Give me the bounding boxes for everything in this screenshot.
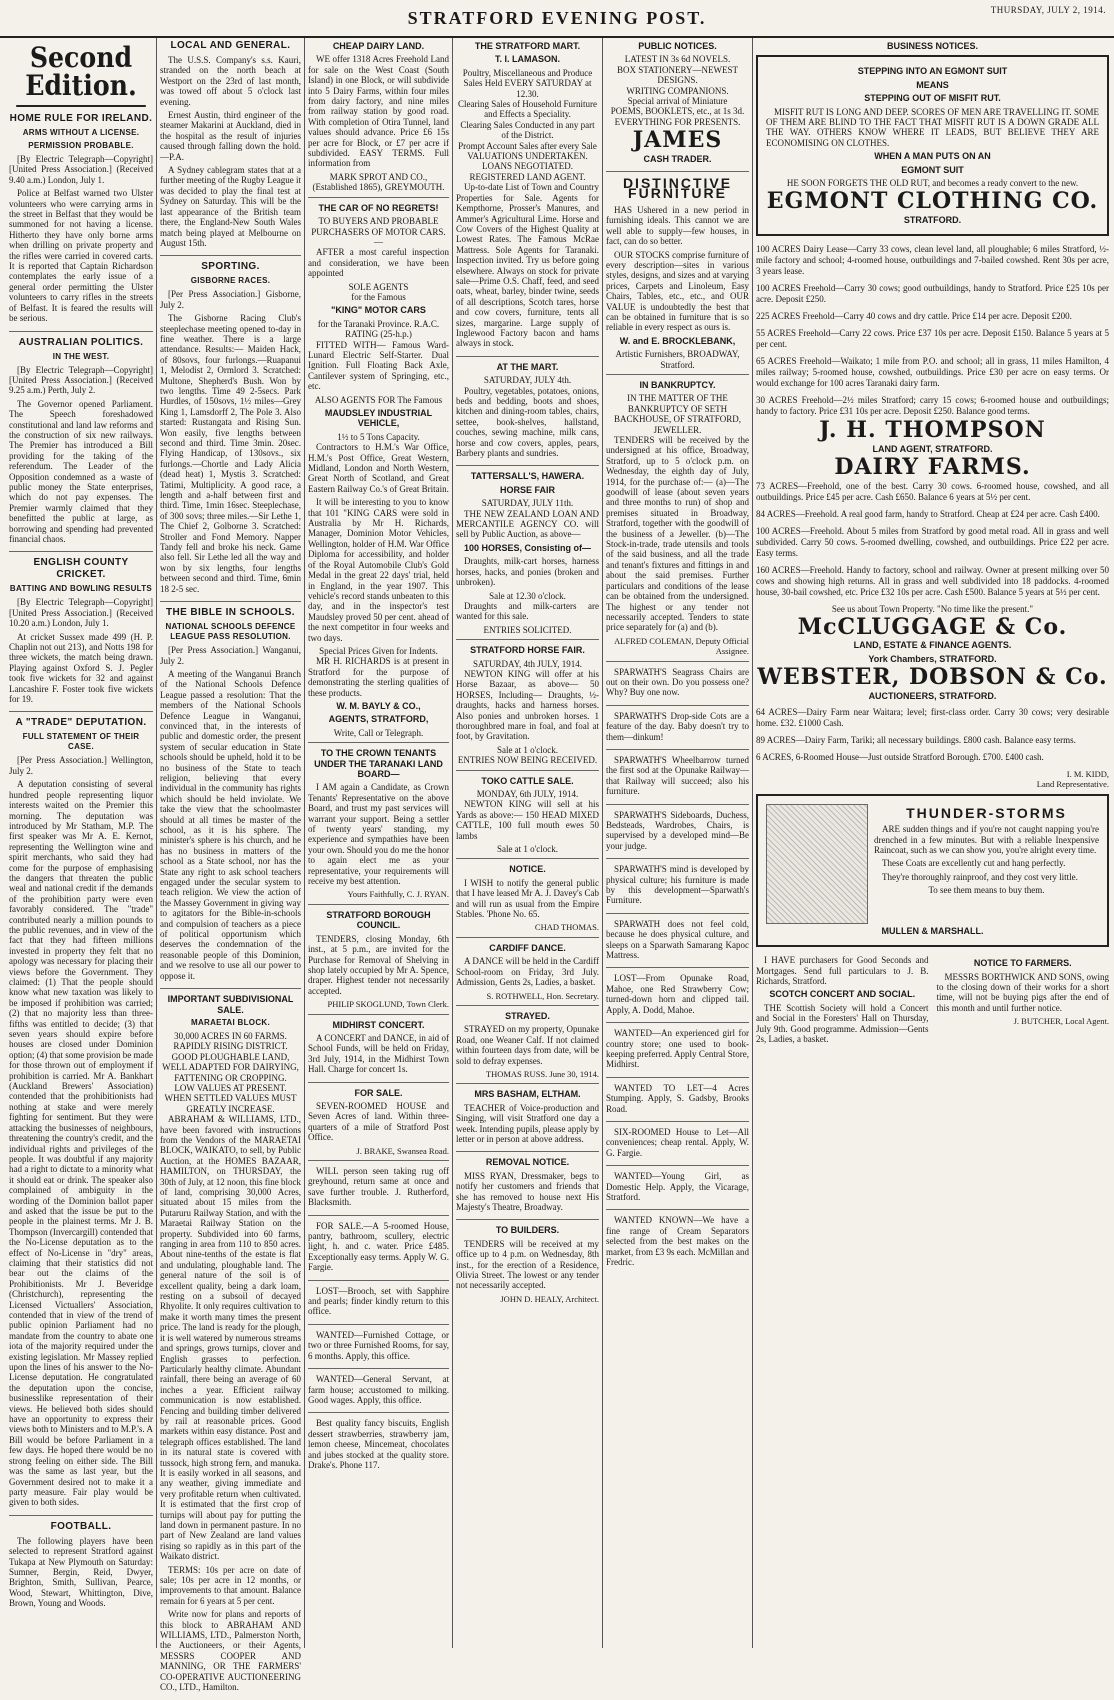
notice-borough-council	[308, 910, 449, 1015]
ad-body: Up-to-date List of Town and Country Properties for Sale. Agents for Kempthorne, Prosser's Manures, and Ammer's Agricultural Lime. Horse and Cow Covers of the Highest Quality at Lowest Rates. The Famous McRae Mattress. Sole Agents for Taranaki. Inspection invited. Try us before going elsewhere. Always on stock for private sale—Prime O.S. Chaff, feed, and seed oats, wheat, barley, binder twine, seeds of all descriptions, Scotch tares, horse and cow covers, furniture, tents all sizes, margarine. Large supply of Inglewood Factory bacon and hams always in stock.	[456, 182, 599, 349]
ad-line: HE SOON FORGETS THE OLD RUT, and becomes a ready convert to the new.	[786, 178, 1079, 189]
ad-body: WANTED—Young Girl, as Domestic Help. Apply, the Vicarage, Stratford.	[606, 1171, 749, 1202]
ad-subtitle: CASH TRADER.	[643, 153, 712, 164]
ad-date: SATURDAY, 4th JULY, 1914.	[473, 658, 582, 669]
ad-address: York Chambers, STRATFORD.	[868, 653, 997, 664]
ad-body: FOR SALE.—A 5-roomed House, pantry, bathroom, scullery, electric light, h. and c. water. Price £485. Exceptionally easy terms. Apply W. G. Fargie.	[308, 1220, 449, 1273]
issue-date: THURSDAY, JULY 2, 1914.	[990, 5, 1106, 15]
small-ad	[606, 864, 749, 914]
ad-body: SIX-ROOMED House to Let—All conveniences; cheap rental. Apply, W. G. Fargie.	[606, 1126, 749, 1158]
ad-title: TO THE CROWN TENANTS UNDER THE TARANAKI LAND BOARD—	[314, 748, 443, 779]
dateline: [Per Press Association.] Wanganui, July 2.	[160, 645, 301, 666]
column-2	[156, 38, 304, 1693]
ad-body: A CONCERT and DANCE, in aid of School Funds, will be held on Friday, 3rd July, 1914, in the Midhirst Town Hall. Charge for concert 1s.	[308, 1032, 449, 1075]
ad-body: HAS Ushered in a new period in furnishing ideals. This cannot we are well able to supply—few houses, in fact, can do so better.	[606, 204, 749, 247]
ad-body: WE offer 1318 Acres Freehold Land for sale on the West Coast (South Island) in one Block, or will subdivide into 5 Dairy Farms, within four miles from dairy factory, and nine miles from railway station by good road. With completion of Otira Tunnel, land values should advance. Price £6 15s per acre for Block, or £7 per acre if subdivided. EASY TERMS. Full information from	[308, 54, 449, 169]
ad-body: FITTED WITH— Famous Ward-Lunard Electric Self-Starter. Dual Ignition. Full Floating Back Axle, Cantilever system of Springing, etc., etc.	[308, 339, 449, 392]
ad-title: MIDHIRST CONCERT.	[332, 1019, 425, 1030]
article-australian-politics	[9, 337, 153, 553]
ad-signature: Land Representative.	[1036, 779, 1109, 790]
ad-body: TENDERS will be received by the undersigned at his office, Broadway, Stratford, up to 5 o'clock p.m. on Wednesday, the eighth day of July, 1914, for the purchase of:— (a)—The goodwill of lease (about seven years and three months to run) of shop and premises situated in Broadway, Stratford, together with the goodwill of the business of a Jeweller. (b)—The Stock-in-trade, trade utensils and tools of the said business, and all the trade and tenant's fixtures and fittings in and about the said premises. Further particulars and conditions of the lease can be obtained from the undersigned. The highest or any tender not necessarily accepted. Tenders to state price separately for (a) and (b).	[606, 435, 749, 633]
listing: 89 ACRES—Dairy Farm, Tariki; all necessary buildings. £800 cash. Balance easy terms.	[756, 734, 1076, 745]
listing: 65 ACRES Freehold—Waikato; 1 mile from P.O. and school; all in grass, 11 miles Hamilton, 4 miles railway; 5-roomed house, cowshed, outbuildings. Price £30 per acre on easy terms. Or would exchange for 100 acres Taranaki dairy farm.	[756, 356, 1109, 389]
small-ad	[308, 1221, 449, 1281]
ad-firm: J. H. THOMPSON	[819, 417, 1046, 444]
masthead	[0, 0, 1114, 38]
ad-title: THE STRATFORD MART.	[474, 41, 581, 51]
ad-body: I WISH to notify the general public that I have leased Mr A. J. Davey's Cab and will run as usual from the Empire Stables. 'Phone No. 65.	[456, 877, 599, 920]
ad-tattersalls	[456, 471, 599, 640]
ad-body: TEACHER of Voice-production and Singing, will visit Stratford one day a week. Intending pupils, please apply by letter or in person at above address.	[456, 1102, 599, 1144]
small-ad	[606, 1028, 749, 1078]
article-body: At cricket Sussex made 499 (H. P. Chaplin not out 213), and Notts 198 for three wickets, the match being drawn. Playing against Oxford S. J. Pegler took five wickets for 32 and against Lancashire F. Foster took five wickets for 19.	[9, 631, 153, 705]
notice-strayed	[456, 1011, 599, 1084]
ad-line: WRITING COMPANIONS.	[626, 85, 729, 96]
headline: LOCAL AND GENERAL.	[170, 40, 291, 51]
column-3	[304, 38, 452, 1648]
subheadline: IN THE WEST.	[52, 351, 110, 361]
ad-line: Poultry, Miscellaneous and Produce Sales Held EVERY SATURDAY at 12.30.	[462, 67, 593, 99]
ad-body: WANTED KNOWN—We have a fine range of Cream Separators selected from the best makes on the market, from £3 9s each. McMillan and Fredric.	[606, 1215, 749, 1267]
ad-body: WANTED—Furnished Cottage, or two or three Furnished Rooms, for say, 6 months. Apply, this office.	[308, 1329, 449, 1361]
ad-body: THE Scottish Society will hold a Concert and Social in the Foresters' Hall on Thursday, July 9th. Good programme. Admission—Gents 2s, Ladies, a basket.	[756, 1002, 929, 1044]
notice-for-sale	[308, 1088, 449, 1161]
ad-body: Draughts and milk-carters are wanted for this sale.	[456, 600, 599, 622]
ad-date: SATURDAY, JULY 4th.	[483, 375, 572, 386]
listing: 225 ACRES Freehold—Carry 40 cows and dry cattle. Price £14 per acre. Deposit £200.	[756, 311, 1072, 322]
headline: A "TRADE" DEPUTATION.	[15, 717, 147, 729]
ad-body: WILL person seen taking rug off greyhound, return same at once and save further trouble. J. Rutherford, Blacksmith.	[308, 1166, 449, 1208]
listing: 64 ACRES—Dairy Farm near Waitara; level; first-class order. Carry 30 cows; very desirable home. £32. £1000 Cash.	[756, 706, 1109, 728]
ad-signature: Yours Faithfully, C. J. RYAN.	[347, 889, 449, 900]
ad-line: Prompt Account Sales after every Sale	[458, 140, 597, 151]
ad-line: Clearing Sales of Household Furniture and Effects a Speciality.	[458, 99, 597, 120]
notice-crown-tenants	[308, 748, 449, 905]
ad-line: Sale at 12.30 o'clock.	[489, 590, 566, 601]
ad-public-notices	[606, 41, 749, 172]
ad-line: WHEN SETTLED VALUES MUST GREATLY INCREASE.	[164, 1093, 297, 1114]
headline: AUSTRALIAN POLITICS.	[18, 336, 144, 348]
notice-builders	[456, 1225, 599, 1308]
ad-body: Contractors to H.M.'s War Office, H.M.'s Post Office, Great Western, Midland, London and North Western, Great North of Scotland, and Great Eastern Railway Co.'s of Great Britain.	[308, 442, 449, 494]
ad-line: Special Prices Given for Indents.	[319, 645, 438, 656]
ad-signature: I. M. KIDD,	[1066, 768, 1109, 779]
ad-title: SCOTCH CONCERT AND SOCIAL.	[769, 989, 916, 1000]
article-body: A deputation consisting of several hundred people representing liquor interests waited on the Premier this morning. The deputation was introduced by Mr Statham, M.P. The first speaker was Mr A. E. Kernot, representing the Wellington wine and spirit merchants, who said they had come for the purpose of emphasising the dangers that threaten the public weal and national credit if the demands of the prohibition party were even favorably considered. The "trade" contributed nearly a million pounds to the public revenues, and in view of the fact that they had fifteen millions invested in property they felt that no apology was necessary for placing their views before the Government. They claimed: (1) That the people should know what new taxation was likely to be imposed if prohibition was carried; (2) that no majority less than three-fifths was entitled to decide; (3) that seven years should expire before houses are closed under Dominion option; (4) that some provision be made for those thrown out of employment if prohibition is carried. Mr A. Bankhart (Auckland Brewers' Association) contended that the prohibitionists had nothing at stake and were merely fighting for sentiment. But they were attacking the businesses of neighbours, threatening the country's credit, and the individual rights and privileges of the people. It was doubtful if any majority had a right to dictate to a minority what it should eat or drink. The speaker also complained of ambiguity in the wording of the Dominion ballot paper and asked that the issue be put to the people in the plainest terms. Mr J. B. Thompson (Invercargill) contended that the No-License deputation as to the effect of No-License in "dry" areas, claiming that their statistics did not bear out the claims of the Prohibitionists. Mr J. Beveridge (Christchurch), representing the Licensed Victuallers' Association, contended that in view of the trend of public opinion Parliament had no mandate from the country to abate one iota of the majority required under the existing legislation. Mr Massey replied upon the lines of his answer to the No-License deputation. He congratulated the deputation upon the concise, businesslike representation of their views. He believed both sides should have an opportunity to express their views both to Ministers and to M.P.'s. A Bill would be before Parliament in a few days. He hoped there would be no strong feeling on either side. The Bill was the same as last year, but the Government desired not to make it a party measure. Fair play would be given to both sides.	[9, 779, 153, 1508]
article-cricket	[9, 557, 153, 712]
ad-body: TENDERS will be received at my office up to 4 p.m. on Wednesday, 8th inst., for the erection of a Residence, Olivia Street. The lowest or any tender not necessarily accepted.	[456, 1238, 599, 1291]
ad-line: TO BUYERS AND PROBABLE PURCHASERS OF MOTOR CARS.—	[311, 216, 446, 247]
ad-line: RAPIDLY RISING DISTRICT.	[173, 1041, 288, 1052]
small-ad	[606, 1171, 749, 1210]
newspaper-title: STRATFORD EVENING POST.	[407, 8, 707, 28]
ad-body: TENDERS, closing Monday, 6th inst., at 5 p.m., are invited for the Purchase for Removal of Shelving in shop lately occupied by Mr A. Spence, draper. Highest tender not necessarily accepted.	[308, 933, 449, 996]
ad-cheap-dairy-land	[308, 41, 449, 198]
headline: THE BIBLE IN SCHOOLS.	[166, 607, 295, 619]
small-ad	[308, 1374, 449, 1413]
ad-town: STRATFORD.	[903, 214, 962, 225]
dateline: [By Electric Telegraph—Copyright] [United Press Association.] (Received 10.20 a.m.) London, July 1.	[9, 597, 153, 629]
ad-title: NOTICE.	[509, 864, 546, 875]
listing: 100 ACRES Dairy Lease—Carry 33 cows, clean level land, all ploughable; 6 miles Stratford, ½-mile factory and school; 4-roomed house, outbuildings and 7-bailed cowshed. Rent 30s per acre, 3 years lease.	[756, 244, 1109, 277]
ad-signature: CHAD THOMAS.	[534, 922, 599, 933]
ad-firm: W. M. BAYLY & CO.,	[336, 700, 421, 711]
paragraph: A Sydney cablegram states that at a further meeting of the Rugby League it was decided to play the final test at Sydney on Saturday. This will be the last appearance of the British team there, the England-New South Wales match being played at Melbourne on August 15th.	[160, 165, 301, 248]
ad-title: REMOVAL NOTICE.	[485, 1157, 570, 1168]
ad-title: TOKO CATTLE SALE.	[481, 775, 574, 786]
dateline: [Per Press Association.] Wellington, July 2.	[9, 755, 153, 776]
ad-title: NOTICE TO FARMERS.	[973, 958, 1072, 969]
ad-line: Write, Call or Telegraph.	[333, 727, 424, 738]
dateline: [Per Press Association.] Gisborne, July 2.	[160, 289, 301, 310]
ad-line: EVERYTHING FOR PRESENTS.	[614, 116, 741, 127]
ad-signature: JOHN D. HEALY, Architect.	[500, 1293, 599, 1304]
ad-body: WANTED—An experienced girl for country store; one used to book-keeping preferred. Apply Central Store, Midhirst.	[606, 1028, 749, 1070]
ad-line: Special arrival of Miniature	[627, 96, 728, 107]
ad-title: FOR SALE.	[354, 1087, 403, 1098]
ad-footer: Write now for plans and reports of this block to ABRAHAM AND WILLIAMS, LTD., Palmerston North, the Auctioneers, or their Agents, MESSRS COOPER AND MANNING, OR THE FARMERS' CO-OPERATIVE AUCTIONEERING CO., LTD., Hamilton.	[160, 1609, 301, 1693]
ad-line: Sale at 1 o'clock.	[496, 744, 559, 755]
ad-signature: J. BUTCHER, Local Agent.	[1013, 1016, 1109, 1027]
ad-body: LOST—Brooch, set with Sapphire and pearls; finder kindly return to this office.	[308, 1285, 449, 1317]
ad-line: MEANS	[916, 79, 949, 90]
bottom-notices	[756, 955, 1109, 1047]
ad-body: THE NEW ZEALAND LOAN AND MERCANTILE AGENCY CO. will sell by Public Auction, as above—	[456, 508, 599, 540]
notice-removal	[456, 1157, 599, 1220]
ad-line: for the Taranaki Province. R.A.C. RATING (25-h.p.)	[317, 318, 440, 340]
ad-product: "KING" MOTOR CARS	[331, 305, 426, 316]
ad-subtitle: HORSE FAIR	[499, 484, 555, 495]
notice-group-right	[937, 955, 1110, 1047]
ad-subtitle	[756, 691, 1109, 701]
ad-line: 30,000 ACRES IN 60 FARMS.	[174, 1030, 287, 1041]
article-body: The following players have been selected to represent Stratford against Tukapa at New Plymouth on Saturday: Sumner, Bergin, Reid, Dwyer, Brighton, Smith, Sullivan, Pearce, Wood, Stewart, Whittington, Dive, Brown, Young and Woods.	[9, 1535, 153, 1609]
ad-line: ENTRIES SOLICITED.	[483, 624, 572, 635]
article-body: The Governor opened Parliament. The Speech foreshadowed constitutional and land law reforms and the construction of six new railways. The Premier has introduced a Bill providing for the taking of the referendum. The Leader of the Opposition condemned as a waste of public money the State enterprises, which do not pay expenses. The Premier warmly claimed that they benefitted the public at large, as borrowing and spending had prevented financial chaos.	[9, 398, 153, 544]
ad-subtitle: IN THE MATTER OF THE BANKRUPTCY OF SETH BACKHOUSE, OF STRATFORD, JEWELLER.	[613, 393, 742, 435]
small-ad	[606, 919, 749, 969]
ad-signature: S. ROTHWELL, Hon. Secretary.	[486, 990, 599, 1001]
ad-body: OUR STOCKS comprise furniture of every description—sites in various styles, designs, and sizes and at varying prices, Carpets and Linoleum, Easy Chairs, Tables, etc., etc., and OUR VALUE is undoubtedly the best that can be obtained in furniture that is so reliable in every respect as ours is.	[606, 249, 749, 333]
small-ad	[308, 1418, 449, 1477]
ad-line: LATEST IN 3s 6d NOVELS.	[624, 54, 731, 65]
small-ad	[606, 711, 749, 750]
ad-line: ENTRIES NOW BEING RECEIVED.	[457, 755, 598, 766]
ad-title: TO BUILDERS.	[495, 1225, 560, 1236]
small-ad	[308, 1286, 449, 1325]
ad-body: I HAVE purchasers for Good Seconds and Mortgages. Send full particulars to J. B. Richards, Stratford.	[756, 955, 929, 986]
ad-line: Sale at 1 o'clock.	[496, 844, 559, 855]
column-6	[752, 38, 1112, 1648]
ad-signature: J. BRAKE, Swansea Road.	[356, 1145, 449, 1156]
ad-body: It will be interesting to you to know that 101 "KING CARS were sold in Australia by Mr H. Richards, Manager, Dominion Motor Vehicles, Wellington, holder of H.M. War Office Diploma for accessibility, and holder of the Royal Automobile Club's Gold Medal in the great 22 days' trial, held in England, in the year 1907. This vehicle's record stands unbeaten to this day, and in the inspector's test Maudsley proved 50 per cent. ahead of the next competitor in four weeks and two days.	[308, 497, 449, 643]
edition-banner: Second Edition.	[16, 38, 146, 107]
ad-title: STRATFORD HORSE FAIR.	[470, 645, 585, 656]
ad-title: THUNDER-STORMS	[906, 804, 1067, 821]
section-title: BUSINESS NOTICES.	[886, 41, 978, 51]
ad-line: To see them means to buy them.	[928, 885, 1045, 896]
ad-line: WHEN A MAN PUTS ON AN	[874, 151, 991, 162]
ad-body: Poultry, vegetables, potatoes, onions, beds and bedding, boots and shoes, kitchen and dining-room tables, chairs, settee, book-shelves, hallstand, couches, sewing machine, milk cans, horse and cow covers, apples, pears, Barbery plants and sundries.	[456, 385, 599, 459]
notice-group-left	[756, 955, 929, 1047]
ad-line: EGMONT SUIT	[901, 164, 964, 175]
listing: 84 ACRES—Freehold. A real good farm, handy to Stratford. Cheap at £24 per acre. Cash £400.	[756, 508, 1100, 519]
subheadline: FULL STATEMENT OF THEIR CASE.	[22, 732, 140, 752]
ad-body: STRAYED on my property, Opunake Road, one Weaner Calf. If not claimed within fourteen days from date, will be sold to defray expenses.	[456, 1024, 599, 1066]
ad-egmont-clothing	[756, 55, 1109, 236]
article-body: The Gisborne Racing Club's steeplechase meeting opened to-day in fine weather. There is a large attendance. Results:— Maiden Hack, of 80sovs, four furlongs.—Ruapanui 1, Melodist 2, Ormlord 3. Scratched: Multone, Shepherd's Bush. Won by two lengths. Time 49 2-5secs. Park Hurdles, of 150sovs, 1½ miles—Grey King 1, Lamsdorff 2, The Pole 3. Also started: Rustangata and Rising Sun. Won easily, five lengths between second and third. Time 3min. 20sec. Flying Handicap, of 130sovs., six furlongs.—Chortle and Lady Alicia (dead heat) 1, Mystis 3. Scratched: Tatimi, Multiplicity. A good race, a length and a-half between first and third. Time, 1min 16sec. Steeplechase, of 300 sovs; three miles.—Sir Lethe 1, The Chief 2, Golborne 3. Scratched: Stroller and Fond Memory. Napper Tandy fell and broke his neck. Game also fell. Sir Lethe led all the way and won by six lengths, four lengths between second and third. Time, 6min 18 2-5 sec.	[160, 313, 301, 594]
ad-firm: JAMES	[632, 127, 723, 154]
ad-signature: MARK SPROT AND CO., (Established 1865), GREYMOUTH.	[312, 171, 445, 193]
ad-sub-right: STRATFORD.	[939, 690, 997, 701]
ad-thunderstorms	[756, 794, 1109, 947]
ad-body: MESSRS BORTHWICK AND SONS, owing to the closing down of their works for a short time, will not be buying pigs after the end of this month and until further notice.	[936, 971, 1109, 1013]
ad-body: They're thoroughly rainproof, and they cost very little.	[882, 871, 1078, 882]
notice-midhirst-concert	[308, 1020, 449, 1083]
small-ad	[606, 1083, 749, 1122]
ad-body: MISFIT RUT IS LONG AND DEEP. SCORES OF MEN ARE TRAVELLING IT. SOME OF THEM ARE BLIND TO THE FACT THAT MISFIT RUT IS A DOWN GRADE ALL THE WAY. OTHERS KNOW WHERE IT LEADS, BUT BELIEVE THEY ARE ECONOMISING ON CLOTHES.	[766, 106, 1099, 148]
ad-line: 100 HORSES, Consisting of—	[463, 542, 592, 553]
ad-title: CHEAP DAIRY LAND.	[332, 41, 425, 51]
ad-body: NEWTON KING will offer at his Horse Bazaar, as above— 50 HORSES, Including— Draughts, ½-draughts, hacks and harness horses. Also ponies and unbroken horses. 1 thoroughbred mare in foal, and foal at foot, by Gravitation.	[456, 668, 599, 742]
article-home-rule	[9, 113, 153, 332]
ad-body: NEWTON KING will sell at his Yards as above:— 150 HEAD MIXED CATTLE, 100 full mouth ewes 50 lambs	[456, 799, 599, 841]
ad-title: CARDIFF DANCE.	[489, 942, 566, 953]
ad-firm: MULLEN & MARSHALL.	[881, 925, 984, 936]
ad-signature: PHILIP SKOGLUND, Town Clerk.	[327, 999, 449, 1010]
article-sporting	[160, 261, 301, 602]
ad-body: WANTED TO LET—4 Acres Stumping. Apply, S. Gadsby, Brooks Road.	[606, 1082, 749, 1114]
ad-title: STRATFORD BOROUGH COUNCIL.	[326, 909, 431, 931]
ad-signature: ALFRED COLEMAN, Deputy Official Assignee.	[614, 635, 749, 657]
ad-line: STEPPING INTO AN EGMONT SUIT	[857, 66, 1008, 77]
ad-furniture	[606, 175, 749, 375]
listing: 30 ACRES Freehold—2½ miles Stratford; carry 15 cows; 6-roomed house and outbuildings; handy to factory. Price £31 10s per acre. Deposit £250. Balance good terms.	[756, 395, 1109, 417]
ad-line: GOOD PLOUGHABLE LAND, WELL ADAPTED FOR DAIRYING, FATTENING OR CROPPING.	[162, 1051, 299, 1083]
subheadline: GISBORNE RACES.	[190, 276, 271, 286]
ad-body: SPARWATH'S Seagrass Chairs are out on their own. Do you possess one? Why? Buy one now.	[606, 666, 749, 698]
ad-body: ARE sudden things and if you're not caught napping you're drenched in a few minutes. But with a reliable Inexpensive Raincoat, such as we can show you, you're alright every time.	[874, 824, 1099, 855]
small-ad	[308, 1330, 449, 1369]
ad-body: A DANCE will be held in the Cardiff School-room on Friday, 3rd July. Admission, Gents 2s, Ladies, a basket.	[456, 956, 599, 988]
article-trade-deputation	[9, 717, 153, 1515]
listing: 55 ACRES Freehold—Carry 22 cows. Price £37 10s per acre. Deposit £150. Balance 5 years at 5 per cent.	[756, 328, 1109, 350]
listing: 160 ACRES—Freehold. Handy to factory, school and railway. Owner at present milking over 50 cows and showing high returns. All in grass and well subdivided into 18 paddocks. 4-roomed house, 30-bail cowshed, etc. Price £32 10s per acre. Cash £500. Balance 5 years at 5½ per cent.	[756, 564, 1109, 597]
ad-firm: McCLUGGAGE & Co.	[797, 613, 1068, 640]
column-5	[602, 38, 752, 1648]
ad-body: SEVEN-ROOMED HOUSE and Seven Acres of land. Within three-quarters of a mile of Stratford Post Office.	[308, 1100, 449, 1143]
ad-body: These Coats are excellently cut and hang perfectly.	[882, 858, 1066, 869]
paragraph: The U.S.S. Company's s.s. Kauri, stranded on the north beach at Westport on the 23rd of last month, was towed off about 5 o'clock last evening.	[160, 55, 301, 107]
headline: SPORTING.	[201, 261, 260, 273]
ad-body: SPARWATH'S Wheelbarrow turned the first sod at the Opunake Railway—that Railway will succeed; also his furniture.	[606, 754, 749, 797]
ad-date: SATURDAY, JULY 11th.	[481, 498, 574, 509]
ad-line: SOLE AGENTS	[348, 281, 409, 292]
ad-firm: AGENTS, STRATFORD,	[328, 714, 429, 725]
small-ad	[606, 1215, 749, 1274]
ad-title: IN BANKRUPTCY.	[639, 379, 716, 390]
ad-subtitle: LAND AGENT, STRATFORD.	[872, 443, 993, 454]
ad-line: BOX STATIONERY—NEWEST DESIGNS.	[616, 64, 739, 86]
ad-body: MR H. RICHARDS is at present in Stratford for the purpose of demonstrating the sterling qualities of these products.	[308, 656, 449, 698]
ad-line: VALUATIONS UNDERTAKEN. LOANS NEGOTIATED. REGISTERED LAND AGENT.	[467, 151, 588, 182]
ad-body: SPARWATH'S mind is developed by physical culture; his furniture is made by this development—Sparwath's Furniture.	[606, 864, 749, 906]
ad-line: 1½ to 5 Tons Capacity.	[337, 431, 420, 442]
ad-body: SPARWATH'S Sideboards, Duchess, Bedsteads, Wardrobes, Chairs, is supervised by a developed mind—Be your judge.	[606, 809, 749, 851]
ad-body: Best quality fancy biscuits, English dessert strawberries, strawberry jam, lemon cheese, Mincemeat, chocolates and jubes stocked at the quality store. Drake's. Phone 117.	[308, 1418, 449, 1470]
article-bible-schools	[160, 607, 301, 989]
ad-subtitle: MARAETAI BLOCK.	[190, 1017, 270, 1027]
ad-title: STRAYED.	[505, 1010, 550, 1021]
ad-toko-cattle	[456, 776, 599, 860]
ad-title: PUBLIC NOTICES.	[638, 41, 717, 51]
dateline: [By Electric Telegraph—Copyright] [United Press Association.] (Received 9.40 a.m.) London, July 1.	[9, 154, 153, 185]
ad-body: LOST—From Opunake Road, Mahoe, one Red Strawberry Cow; turned-down horn and clipped tail. Apply, A. Dodd, Mahoe.	[606, 973, 749, 1015]
ad-at-the-mart	[456, 362, 599, 467]
ad-line: STEPPING OUT OF MISFIT RUT.	[864, 93, 1001, 104]
ad-signature: THOMAS RUSS. June 30, 1914.	[485, 1068, 599, 1079]
headline: HOME RULE FOR IRELAND.	[9, 113, 153, 124]
column-4	[452, 38, 602, 1648]
ad-firm: WEBSTER, DOBSON & Co.	[757, 664, 1108, 691]
ad-line: ALSO AGENTS FOR The Famous	[314, 394, 443, 405]
ad-body: ABRAHAM & WILLIAMS, LTD., have been favored with instructions from the Vendors of the MARAETAI BLOCK, WAIKATO, to sell, by Public Auction, at the HOMES BAZAAR, HAMILTON, on THURSDAY, the 30th of July, at 12 noon, this fine block of land, comprising 30,000 Acres, situated about 15 miles from the Putaruru Railway Station, and with the Maraetai Railway Station on the property. Subdivided into 60 farms, ranging in area from 110 to 850 acres. About nine-tenths of the estate is flat and undulating, ploughable land. The general nature of the soil is of excellent quality, being a dark loam, resting on a subsoil of decayed Rhyolite. It only requires cultivation to make it worth many times the present price. The land is ready for the plough, it is well watered by numerous streams and springs, grows turnips, clover and English grasses to perfection. Particularly healthy climate. Abundant rainfall, there being an average of 60 inches a year. Efficient railway communication is now established. Fencing and building timber delivered by rail at reasonable prices. Good markets within easy distance. Post and telegraph offices established. The land in its natural state is covered with tussock, high strong fern, and manuka. It is easily worked in all seasons, and any weather, giving immediate and very profitable return when cultivated. It is estimated that the first crop of turnips will about pay for putting the land down in permanent pasture. In no part of New Zealand are land values rising so rapidly as in this part of the Waikato district.	[160, 1114, 301, 1562]
ad-king-motor-cars	[308, 203, 449, 744]
ad-line: for the Famous	[351, 291, 406, 302]
ad-stratford-mart	[456, 41, 599, 357]
article-body: A meeting of the Wanganui Branch of the National Schools Defence League passed a resolution: That the members of the National Schools Defence League in Wanganui, convinced that, in the interests of public and domestic order, the present system of secular education in State schools should be upheld, hold it to be no business of the State to teach religion, believing that every individual in the community has rights which should be held inviolate. We take the view that the schoolmaster should at all times be master of the school, as it is his sphere. The minister's sphere is his church, and he has no business in matters of the school as a State school, nor has the State any right to ask school teachers engaged under the secular system to teach religion. We view the action of the Massey Government in giving way to agitators for the Bible-in-schools and compulsion of teachers as a piece of political opportunism which deserves the condemnation of the reasonable people of this Dominion, and we resolve to use all our power to oppose it.	[160, 668, 301, 981]
headline: FOOTBALL.	[50, 1520, 112, 1532]
subheadline: PERMISSION PROBABLE.	[28, 141, 134, 150]
ad-title: DISTINCTIVE FURNITURE	[622, 175, 733, 202]
ad-line: Artistic Furnishers, BROADWAY, Stratford.	[615, 349, 740, 370]
raincoat-illustration	[766, 804, 868, 924]
listing: 6 ACRES, 6-Roomed House—Just outside Stratford Borough. £700. £400 cash.	[756, 751, 1044, 762]
subheadline: ARMS WITHOUT A LICENSE.	[22, 128, 140, 137]
notice-cardiff-dance	[456, 943, 599, 1006]
ad-firm-logo: EGMONT CLOTHING CO.	[766, 188, 1099, 215]
ad-horse-fair	[456, 645, 599, 770]
dateline: [By Electric Telegraph—Copyright] [United Press Association.] (Received 9.25 a.m.) Perth, July 2.	[9, 364, 153, 396]
subheadline: NATIONAL SCHOOLS DEFENCE LEAGUE PASS RESOLUTION.	[165, 622, 296, 642]
listing: 100 ACRES—Freehold. About 5 miles from Stratford by good metal road. All in grass and well subdivided. Carry 50 cows. 5-roomed dwelling, cowshed, and outbuildings. Price £22 per acre. Easy terms.	[756, 525, 1109, 558]
ad-body: Draughts, milk-cart horses, harness horses, hacks, and ponies (broken and unbroken).	[456, 556, 599, 588]
ad-line: See us about Town Property. "No time like the present."	[831, 603, 1034, 614]
ad-body: WANTED—General Servant, at farm house; accustomed to milking. Good wages. Apply, this office.	[308, 1374, 449, 1405]
ad-firm: T. I. LAMASON.	[495, 54, 560, 65]
ad-title: TATTERSALL'S, HAWERA.	[470, 471, 585, 482]
ad-line: POEMS, BOOKLETS, etc., at 1s 3d.	[610, 106, 745, 117]
small-ad	[606, 667, 749, 706]
ad-firm: W. and E. BROCKLEBANK,	[619, 335, 736, 346]
ad-subtitle: LAND, ESTATE & FINANCE AGENTS.	[853, 640, 1012, 651]
article-football	[9, 1521, 153, 1616]
ad-body: AFTER a most careful inspection and consideration, we have been appointed	[308, 247, 449, 279]
ad-title: MRS BASHAM, ELTHAM.	[474, 1089, 581, 1100]
small-ad	[606, 1127, 749, 1166]
ad-terms: TERMS: 10s per acre on date of sale; 10s per acre in 12 months, or improvements to that amount. Balance remain for 6 years at 5 per cent.	[160, 1564, 301, 1606]
ad-title: THE CAR OF NO REGRETS!	[318, 202, 439, 213]
ad-line: Clearing Sales Conducted in any part of the District.	[460, 119, 595, 141]
small-ad	[606, 755, 749, 805]
ad-title: AT THE MART.	[496, 361, 559, 372]
ad-body: SPARWATH'S Drop-side Cots are a feature of the day. Baby doesn't try to them—dinkum!	[606, 710, 749, 742]
article-body: Police at Belfast warned two Ulster volunteers who were carrying arms in the street in Belfast that they would be summoned for not having a license. Hitherto they have only borne arms when drilling on private property and the rifles were carried in covered carts. It is reported that Captain Richardson contemplates the early issue of a general order permitting the Ulster volunteers to carry rifles in the streets of Belfast. It is feared the results will be serious.	[9, 188, 153, 324]
ad-line: LOW VALUES AT PRESENT.	[174, 1082, 287, 1093]
subheadline: BATTING AND BOWLING RESULTS	[9, 584, 153, 594]
headline: ENGLISH COUNTY CRICKET.	[33, 557, 129, 581]
notice-singing-teacher	[456, 1089, 599, 1152]
ad-title: DAIRY FARMS.	[834, 454, 1031, 481]
ad-title: IMPORTANT SUBDIVISIONAL SALE.	[167, 994, 294, 1015]
ad-body: SPARWATH does not feel cold, because he does physical culture, and sleeps on a Sparwath Samarang Kapoc Mattress.	[606, 918, 749, 961]
column-1	[6, 38, 156, 1648]
ad-product: MAUDSLEY INDUSTRIAL VEHICLE,	[324, 408, 433, 429]
notice-cab	[456, 864, 599, 937]
ad-body: I AM again a Candidate, as Crown Tenants' Representative on the above Board, and trust my past services will warrant your support. Being a settler of twenty years' standing, my experience and sympathies have been your own. Should you do me the honor to again elect me as your representative, your requirements will receive my best attention.	[308, 782, 449, 887]
listing: 73 ACRES—Freehold, one of the best. Carry 30 cows. 6-roomed house, cowshed, and all outbuildings. Price £45 per acre. Cash £650. Balance 6 years at 5½ per cent.	[756, 480, 1109, 502]
ad-sub-left: AUCTIONEERS,	[868, 690, 937, 701]
ad-body: MISS RYAN, Dressmaker, begs to notify her customers and friends that she has removed to house next His Majesty's Theatre, Broadway.	[456, 1170, 599, 1212]
small-ad	[606, 810, 749, 860]
listing: 100 ACRES Freehold—Carry 30 cows; good outbuildings, handy to Stratford. Price £25 10s per acre. Deposit £250.	[756, 283, 1109, 305]
paragraph: Ernest Austin, third engineer of the steamer Makarini at Auckland, died in the hospital as the result of injuries caused through falling down the hold.—P.A.	[160, 110, 301, 162]
small-ad	[308, 1166, 449, 1216]
article-local-general	[160, 40, 301, 256]
ad-date: MONDAY, 6th JULY, 1914.	[476, 789, 579, 799]
ad-maraetai-block	[160, 994, 301, 1699]
notice-bankruptcy	[606, 380, 749, 662]
small-ad	[606, 973, 749, 1023]
